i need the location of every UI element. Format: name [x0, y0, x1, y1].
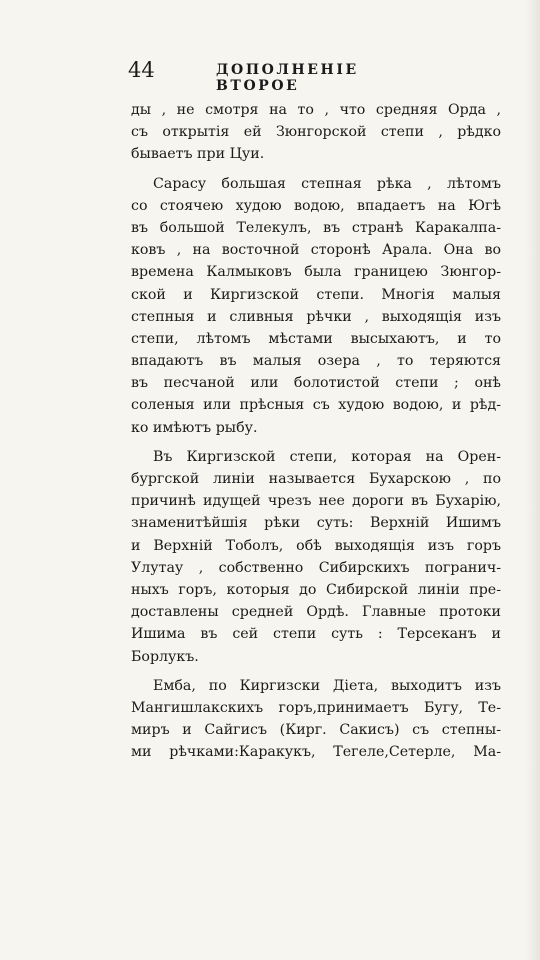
text-line: Мангишлакскихъ горъ,принимаетъ Бугу, Те- — [131, 699, 501, 716]
text-line: Емба, по Киргизски Діета, выходитъ изъ — [153, 677, 501, 694]
page-edge-shadow — [526, 0, 540, 960]
text-line: бываетъ при Цуи. — [131, 146, 265, 163]
running-title: ДОПОЛНЕНІЕ ВТОРОЕ — [216, 62, 359, 94]
text-line: Улутау , собственно Сибирскихъ погранич- — [131, 559, 501, 576]
text-line: степныя и сливныя рѣчки , выходящія изъ — [131, 308, 501, 325]
text-line: причинѣ идущей чрезъ нее дороги въ Бухарію, — [131, 493, 501, 510]
text-line: въ большой Телекулъ, въ странѣ Каракалпа- — [131, 219, 501, 236]
text-line: впадаютъ въ малыя озера , то теряются — [131, 353, 501, 370]
paragraph — [131, 99, 501, 166]
paragraph — [131, 675, 501, 764]
text-line: ныхъ горъ, которыя до Сибирской линіи пре- — [131, 581, 501, 598]
text-line: Сарасу большая степная рѣка , лѣтомъ — [153, 175, 501, 192]
text-line: ской и Киргизской степи. Многія малыя — [131, 286, 501, 303]
text-line: бургской линіи называется Бухарскою , по — [131, 471, 501, 487]
text-line: степи, лѣтомъ мѣстами высыхаютъ, и то — [131, 330, 501, 347]
text-line: съ открытія ей Зюнгорской степи , рѣдко — [131, 124, 501, 141]
text-line: Въ Киргизской степи, которая на Орен- — [153, 448, 501, 465]
text-line: со стоячею худою водою, впадаетъ на Югѣ — [131, 197, 501, 214]
paragraph — [131, 173, 501, 439]
text-line: доставлены средней Ордѣ. Главные протоки — [131, 604, 501, 621]
text-line: времена Калмыковъ была границею Зюнгор- — [131, 264, 501, 281]
page-number: 44 — [128, 58, 155, 82]
paragraph — [131, 446, 501, 668]
text-line: ми рѣчками:Каракукъ, Тегеле,Сетерле, Ма- — [131, 744, 501, 761]
text-line: ковъ , на восточной сторонѣ Арала. Она во — [131, 242, 501, 259]
text-line: и Верхній Тоболъ, обѣ выходящія изъ горъ — [131, 537, 501, 554]
text-line: ко имѣютъ рыбу. — [131, 419, 258, 436]
text-line: Борлукъ. — [131, 648, 199, 665]
page-header — [128, 58, 428, 94]
body-text — [131, 99, 501, 763]
text-line: въ песчаной или болотистой степи ; онѣ — [131, 375, 501, 392]
text-line: миръ и Сайгисъ (Кирг. Сакисъ) съ степны- — [131, 722, 501, 739]
text-line: соленыя или прѣсныя съ худою водою, и рѣд- — [131, 397, 501, 414]
text-line: ды , не смотря на то , что средняя Орда , — [131, 102, 501, 118]
text-line: знаменитѣйшія рѣки суть: Верхній Ишимъ — [131, 515, 501, 532]
text-line: Ишима въ сей степи суть : Терсеканъ и — [131, 626, 501, 643]
